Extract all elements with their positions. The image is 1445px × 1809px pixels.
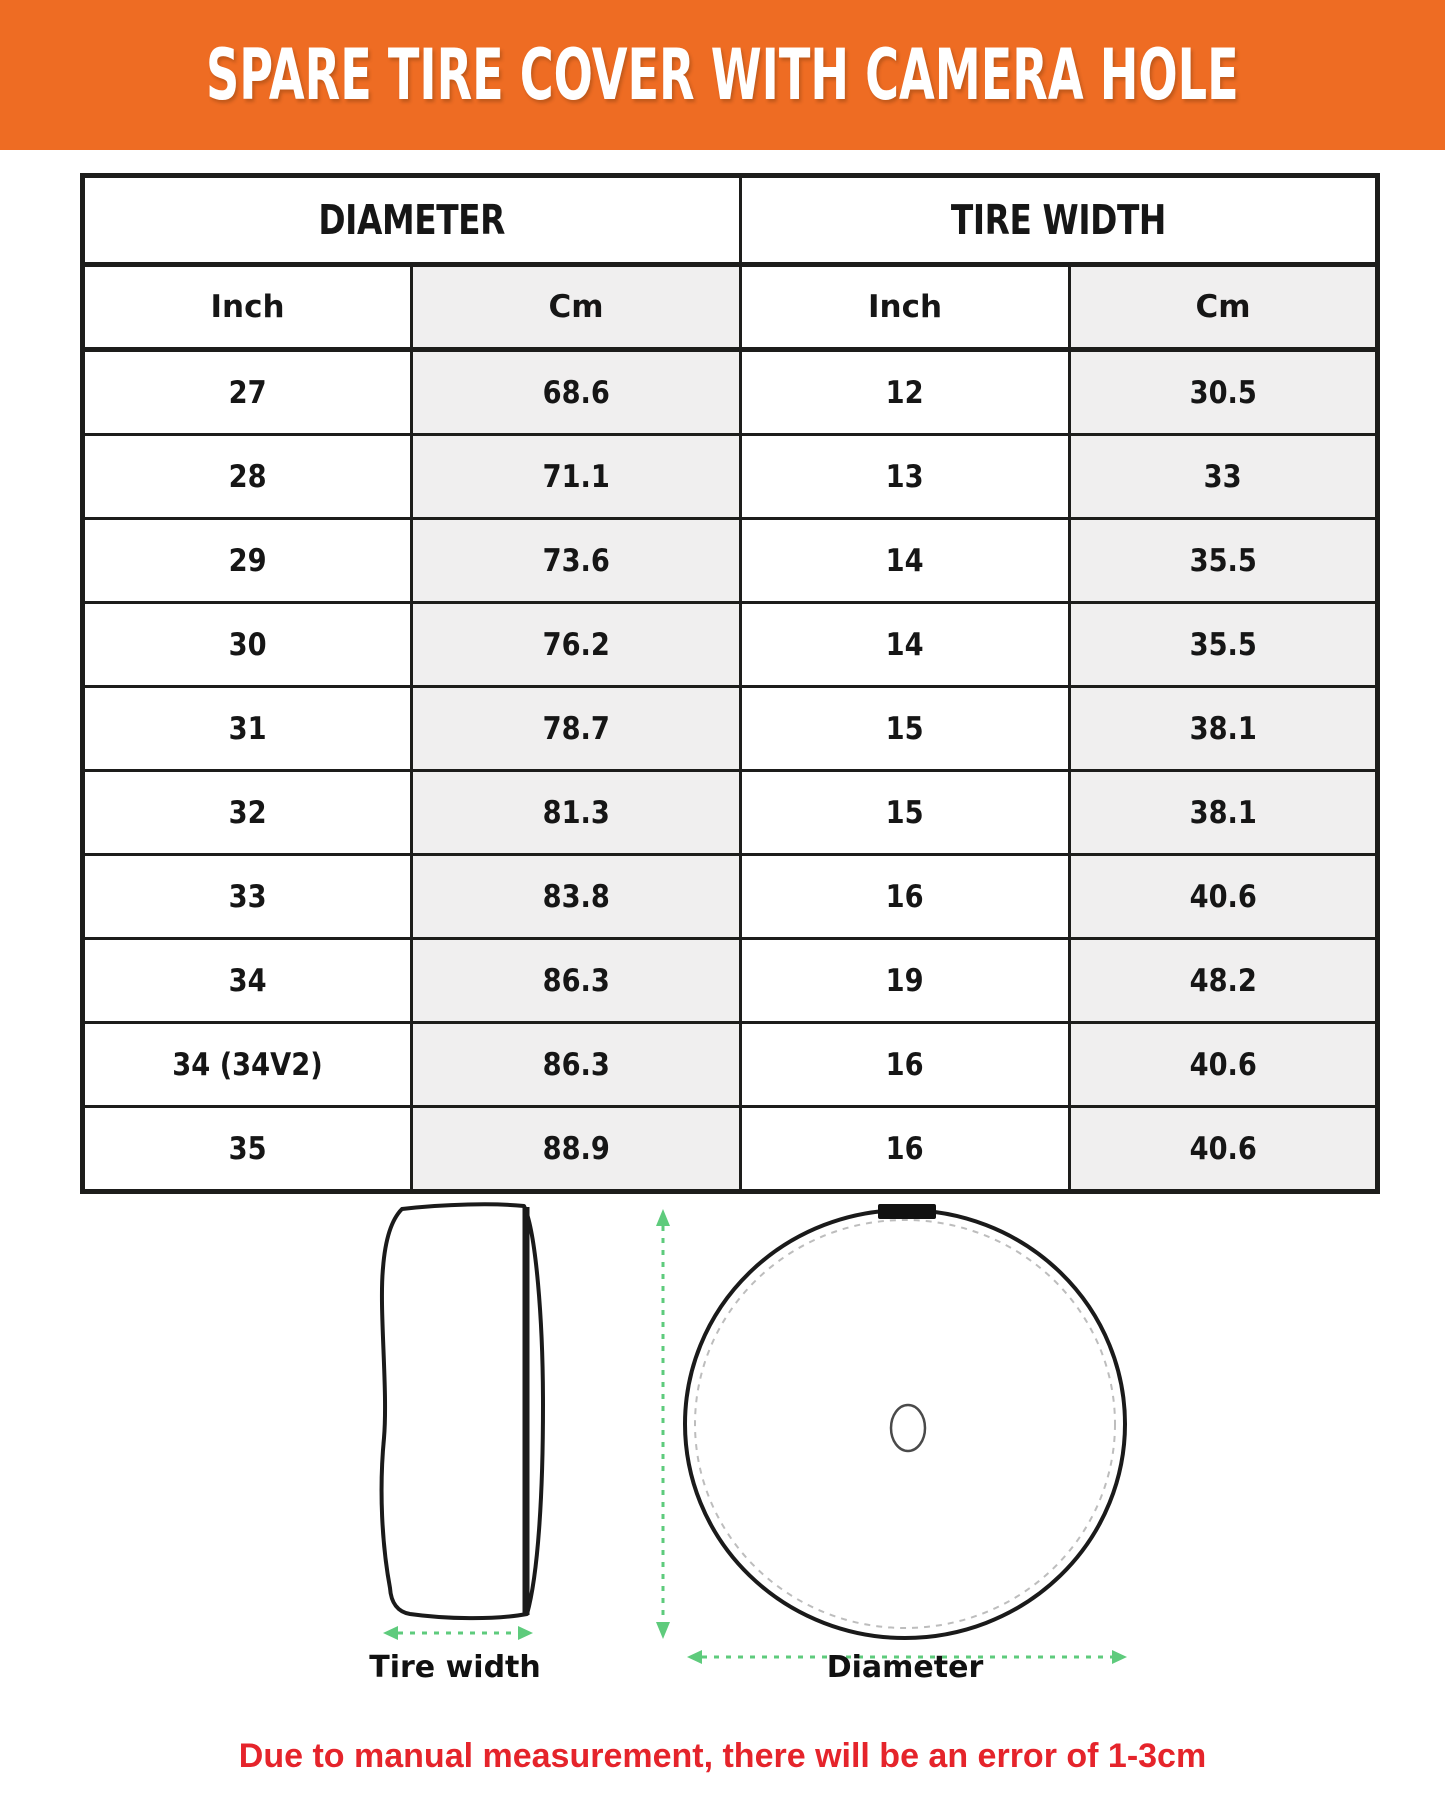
tire-side-view <box>382 1204 543 1618</box>
col-header-diameter-cm: Cm <box>412 265 741 350</box>
cell-diameter-inch: 34 (34V2) <box>83 1023 412 1107</box>
tire-front-view <box>685 1204 1125 1638</box>
cell-diameter-cm: 86.3 <box>412 1023 741 1107</box>
group-header-tire-width-label: TIRE WIDTH <box>950 196 1167 244</box>
strap-tab-marker <box>878 1204 936 1219</box>
col-header-diameter-inch: Inch <box>83 265 412 350</box>
cell-tirewidth-inch: 16 <box>741 1023 1070 1107</box>
camera-hole <box>891 1405 925 1451</box>
cell-tirewidth-cm: 48.2 <box>1070 939 1378 1023</box>
cell-diameter-cm: 81.3 <box>412 771 741 855</box>
cell-tirewidth-cm: 38.1 <box>1070 687 1378 771</box>
cell-tirewidth-inch: 14 <box>741 519 1070 603</box>
cell-tirewidth-cm: 40.6 <box>1070 855 1378 939</box>
cell-diameter-inch: 29 <box>83 519 412 603</box>
cell-diameter-cm: 73.6 <box>412 519 741 603</box>
cell-tirewidth-cm: 38.1 <box>1070 771 1378 855</box>
measurement-error-note: Due to manual measurement, there will be an error of 1-3cm <box>238 1737 1207 1775</box>
cell-diameter-cm: 78.7 <box>412 687 741 771</box>
page-title: SPARE TIRE COVER WITH CAMERA HOLE <box>206 34 1239 116</box>
cell-diameter-inch: 30 <box>83 603 412 687</box>
cell-diameter-inch: 35 <box>83 1107 412 1192</box>
cell-tirewidth-inch: 15 <box>741 771 1070 855</box>
group-header-diameter-label: DIAMETER <box>318 196 506 244</box>
cell-tirewidth-inch: 12 <box>741 350 1070 435</box>
diameter-label: Diameter <box>826 1650 984 1685</box>
cell-tirewidth-inch: 14 <box>741 603 1070 687</box>
cell-tirewidth-cm: 35.5 <box>1070 603 1378 687</box>
cell-tirewidth-cm: 40.6 <box>1070 1107 1378 1192</box>
tire-width-arrow <box>383 1626 533 1640</box>
cell-tirewidth-inch: 16 <box>741 855 1070 939</box>
cell-diameter-inch: 32 <box>83 771 412 855</box>
cell-tirewidth-cm: 40.6 <box>1070 1023 1378 1107</box>
cell-diameter-inch: 33 <box>83 855 412 939</box>
cell-tirewidth-inch: 16 <box>741 1107 1070 1192</box>
cell-diameter-inch: 31 <box>83 687 412 771</box>
cell-tirewidth-cm: 35.5 <box>1070 519 1378 603</box>
cell-tirewidth-cm: 33 <box>1070 435 1378 519</box>
cell-diameter-inch: 34 <box>83 939 412 1023</box>
cell-tirewidth-inch: 19 <box>741 939 1070 1023</box>
cell-diameter-inch: 27 <box>83 350 412 435</box>
col-header-tirewidth-inch: Inch <box>741 265 1070 350</box>
cell-diameter-cm: 86.3 <box>412 939 741 1023</box>
cell-tirewidth-inch: 15 <box>741 687 1070 771</box>
cell-tirewidth-cm: 30.5 <box>1070 350 1378 435</box>
cell-diameter-cm: 83.8 <box>412 855 741 939</box>
cell-diameter-cm: 88.9 <box>412 1107 741 1192</box>
cell-diameter-cm: 76.2 <box>412 603 741 687</box>
tire-width-label: Tire width <box>369 1650 541 1685</box>
diameter-vertical-arrow <box>656 1209 670 1639</box>
cell-tirewidth-inch: 13 <box>741 435 1070 519</box>
cell-diameter-inch: 28 <box>83 435 412 519</box>
cell-diameter-cm: 71.1 <box>412 435 741 519</box>
col-header-tirewidth-cm: Cm <box>1070 265 1378 350</box>
cell-diameter-cm: 68.6 <box>412 350 741 435</box>
